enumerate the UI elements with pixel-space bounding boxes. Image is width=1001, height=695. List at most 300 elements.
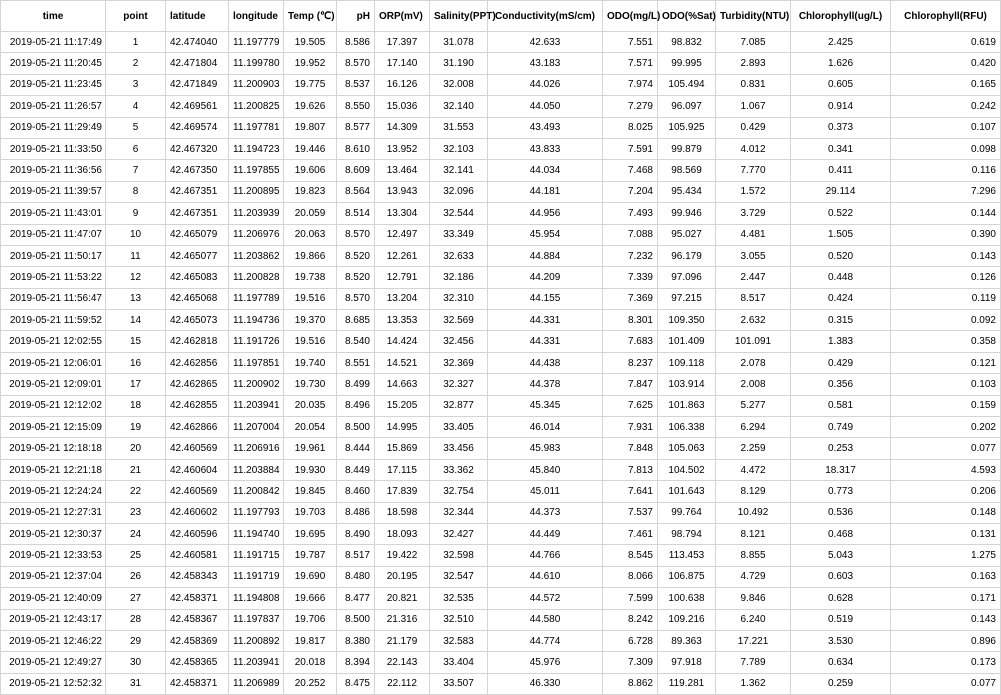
cell-odo-sat: 99.879 xyxy=(658,138,716,159)
cell-time: 2019-05-21 12:52:32 xyxy=(1,673,106,694)
cell-odo-sat: 99.995 xyxy=(658,53,716,74)
cell-salinity: 32.096 xyxy=(430,181,488,202)
cell-longitude: 11.197781 xyxy=(229,117,284,138)
cell-turbidity: 9.846 xyxy=(716,588,791,609)
header-temp: Temp (℃) xyxy=(284,1,337,32)
cell-odo-sat: 105.925 xyxy=(658,117,716,138)
cell-ph: 8.490 xyxy=(337,523,375,544)
cell-point: 4 xyxy=(106,96,166,117)
cell-turbidity: 2.632 xyxy=(716,310,791,331)
cell-odo-mgl: 7.339 xyxy=(603,267,658,288)
cell-chlorophyll-ugl: 0.634 xyxy=(791,652,891,673)
cell-temp: 19.505 xyxy=(284,32,337,53)
cell-longitude: 11.200903 xyxy=(229,74,284,95)
cell-odo-sat: 96.097 xyxy=(658,96,716,117)
cell-turbidity: 6.240 xyxy=(716,609,791,630)
cell-salinity: 33.349 xyxy=(430,224,488,245)
cell-chlorophyll-rfu: 7.296 xyxy=(891,181,1001,202)
cell-latitude: 42.465073 xyxy=(166,310,229,331)
cell-ph: 8.486 xyxy=(337,502,375,523)
cell-orp: 12.497 xyxy=(375,224,430,245)
cell-time: 2019-05-21 12:40:09 xyxy=(1,588,106,609)
header-latitude: latitude xyxy=(166,1,229,32)
cell-salinity: 32.633 xyxy=(430,245,488,266)
cell-ph: 8.520 xyxy=(337,267,375,288)
cell-salinity: 32.008 xyxy=(430,74,488,95)
cell-temp: 19.952 xyxy=(284,53,337,74)
cell-conductivity: 43.183 xyxy=(488,53,603,74)
cell-conductivity: 44.378 xyxy=(488,374,603,395)
cell-chlorophyll-ugl: 0.520 xyxy=(791,245,891,266)
cell-odo-mgl: 7.493 xyxy=(603,203,658,224)
cell-odo-sat: 101.863 xyxy=(658,395,716,416)
cell-chlorophyll-rfu: 0.171 xyxy=(891,588,1001,609)
cell-point: 9 xyxy=(106,203,166,224)
cell-chlorophyll-rfu: 0.242 xyxy=(891,96,1001,117)
cell-odo-sat: 95.027 xyxy=(658,224,716,245)
cell-chlorophyll-rfu: 4.593 xyxy=(891,459,1001,480)
cell-latitude: 42.462856 xyxy=(166,352,229,373)
cell-salinity: 32.569 xyxy=(430,310,488,331)
cell-ph: 8.500 xyxy=(337,417,375,438)
cell-salinity: 32.103 xyxy=(430,138,488,159)
table-row xyxy=(1,181,1001,202)
cell-ph: 8.500 xyxy=(337,609,375,630)
cell-longitude: 11.203939 xyxy=(229,203,284,224)
cell-time: 2019-05-21 12:15:09 xyxy=(1,417,106,438)
cell-longitude: 11.200895 xyxy=(229,181,284,202)
cell-longitude: 11.194723 xyxy=(229,138,284,159)
cell-temp: 20.054 xyxy=(284,417,337,438)
cell-latitude: 42.458367 xyxy=(166,609,229,630)
cell-temp: 20.018 xyxy=(284,652,337,673)
cell-chlorophyll-rfu: 1.275 xyxy=(891,545,1001,566)
cell-conductivity: 45.011 xyxy=(488,481,603,502)
cell-chlorophyll-ugl: 0.468 xyxy=(791,523,891,544)
header-odo-mgl: ODO(mg/L) xyxy=(603,1,658,32)
cell-conductivity: 44.610 xyxy=(488,566,603,587)
cell-orp: 15.869 xyxy=(375,438,430,459)
cell-conductivity: 44.774 xyxy=(488,630,603,651)
cell-time: 2019-05-21 12:27:31 xyxy=(1,502,106,523)
cell-orp: 17.115 xyxy=(375,459,430,480)
cell-salinity: 32.186 xyxy=(430,267,488,288)
cell-odo-mgl: 7.683 xyxy=(603,331,658,352)
header-time: time xyxy=(1,1,106,32)
cell-chlorophyll-rfu: 0.077 xyxy=(891,673,1001,694)
cell-ph: 8.517 xyxy=(337,545,375,566)
cell-point: 13 xyxy=(106,288,166,309)
cell-point: 27 xyxy=(106,588,166,609)
cell-chlorophyll-ugl: 0.605 xyxy=(791,74,891,95)
cell-temp: 19.690 xyxy=(284,566,337,587)
cell-longitude: 11.197789 xyxy=(229,288,284,309)
cell-time: 2019-05-21 11:23:45 xyxy=(1,74,106,95)
cell-longitude: 11.191726 xyxy=(229,331,284,352)
cell-longitude: 11.206976 xyxy=(229,224,284,245)
cell-latitude: 42.465079 xyxy=(166,224,229,245)
cell-point: 11 xyxy=(106,245,166,266)
cell-ph: 8.460 xyxy=(337,481,375,502)
cell-salinity: 32.456 xyxy=(430,331,488,352)
cell-ph: 8.496 xyxy=(337,395,375,416)
cell-conductivity: 44.331 xyxy=(488,331,603,352)
table-row xyxy=(1,245,1001,266)
cell-ph: 8.444 xyxy=(337,438,375,459)
cell-time: 2019-05-21 12:49:27 xyxy=(1,652,106,673)
cell-chlorophyll-rfu: 0.098 xyxy=(891,138,1001,159)
cell-latitude: 42.460569 xyxy=(166,481,229,502)
table-row xyxy=(1,310,1001,331)
cell-orp: 22.112 xyxy=(375,673,430,694)
cell-point: 5 xyxy=(106,117,166,138)
cell-odo-mgl: 7.571 xyxy=(603,53,658,74)
header-point: point xyxy=(106,1,166,32)
header-longitude: longitude xyxy=(229,1,284,32)
cell-turbidity: 2.259 xyxy=(716,438,791,459)
cell-ph: 8.394 xyxy=(337,652,375,673)
cell-orp: 17.839 xyxy=(375,481,430,502)
cell-time: 2019-05-21 12:12:02 xyxy=(1,395,106,416)
cell-conductivity: 44.050 xyxy=(488,96,603,117)
cell-temp: 19.817 xyxy=(284,630,337,651)
cell-odo-mgl: 7.088 xyxy=(603,224,658,245)
cell-ph: 8.499 xyxy=(337,374,375,395)
cell-ph: 8.475 xyxy=(337,673,375,694)
cell-chlorophyll-rfu: 0.165 xyxy=(891,74,1001,95)
cell-latitude: 42.471849 xyxy=(166,74,229,95)
cell-latitude: 42.469561 xyxy=(166,96,229,117)
cell-salinity: 31.553 xyxy=(430,117,488,138)
cell-conductivity: 46.330 xyxy=(488,673,603,694)
cell-turbidity: 0.429 xyxy=(716,117,791,138)
cell-latitude: 42.460604 xyxy=(166,459,229,480)
cell-odo-mgl: 7.279 xyxy=(603,96,658,117)
table-row xyxy=(1,523,1001,544)
cell-conductivity: 44.331 xyxy=(488,310,603,331)
cell-chlorophyll-ugl: 0.448 xyxy=(791,267,891,288)
cell-conductivity: 44.884 xyxy=(488,245,603,266)
cell-salinity: 31.190 xyxy=(430,53,488,74)
cell-chlorophyll-rfu: 0.103 xyxy=(891,374,1001,395)
cell-temp: 19.866 xyxy=(284,245,337,266)
cell-point: 23 xyxy=(106,502,166,523)
table-row xyxy=(1,352,1001,373)
table-row xyxy=(1,203,1001,224)
cell-latitude: 42.460602 xyxy=(166,502,229,523)
table-row xyxy=(1,459,1001,480)
cell-orp: 13.464 xyxy=(375,160,430,181)
table-row xyxy=(1,588,1001,609)
cell-chlorophyll-ugl: 1.383 xyxy=(791,331,891,352)
cell-time: 2019-05-21 11:36:56 xyxy=(1,160,106,181)
table-row xyxy=(1,117,1001,138)
cell-orp: 14.424 xyxy=(375,331,430,352)
cell-time: 2019-05-21 11:47:07 xyxy=(1,224,106,245)
cell-chlorophyll-ugl: 0.749 xyxy=(791,417,891,438)
cell-point: 25 xyxy=(106,545,166,566)
cell-temp: 19.807 xyxy=(284,117,337,138)
cell-odo-mgl: 7.551 xyxy=(603,32,658,53)
cell-temp: 19.730 xyxy=(284,374,337,395)
cell-salinity: 33.404 xyxy=(430,652,488,673)
cell-temp: 20.063 xyxy=(284,224,337,245)
cell-chlorophyll-rfu: 0.148 xyxy=(891,502,1001,523)
header-turbidity: Turbidity(NTU) xyxy=(716,1,791,32)
cell-odo-sat: 103.914 xyxy=(658,374,716,395)
cell-turbidity: 2.078 xyxy=(716,352,791,373)
cell-time: 2019-05-21 11:17:49 xyxy=(1,32,106,53)
cell-orp: 22.143 xyxy=(375,652,430,673)
cell-conductivity: 43.833 xyxy=(488,138,603,159)
cell-conductivity: 43.493 xyxy=(488,117,603,138)
cell-odo-sat: 96.179 xyxy=(658,245,716,266)
cell-odo-sat: 109.118 xyxy=(658,352,716,373)
cell-odo-mgl: 7.591 xyxy=(603,138,658,159)
cell-conductivity: 44.766 xyxy=(488,545,603,566)
cell-chlorophyll-ugl: 0.773 xyxy=(791,481,891,502)
cell-odo-sat: 106.338 xyxy=(658,417,716,438)
cell-temp: 19.740 xyxy=(284,352,337,373)
cell-odo-mgl: 7.813 xyxy=(603,459,658,480)
cell-longitude: 11.191719 xyxy=(229,566,284,587)
cell-chlorophyll-rfu: 0.420 xyxy=(891,53,1001,74)
cell-time: 2019-05-21 11:39:57 xyxy=(1,181,106,202)
cell-longitude: 11.200842 xyxy=(229,481,284,502)
cell-temp: 19.775 xyxy=(284,74,337,95)
cell-latitude: 42.460581 xyxy=(166,545,229,566)
cell-conductivity: 44.956 xyxy=(488,203,603,224)
header-orp: ORP(mV) xyxy=(375,1,430,32)
cell-odo-mgl: 7.204 xyxy=(603,181,658,202)
cell-orp: 14.995 xyxy=(375,417,430,438)
cell-point: 3 xyxy=(106,74,166,95)
cell-point: 7 xyxy=(106,160,166,181)
header-row xyxy=(1,1,1001,32)
cell-turbidity: 7.789 xyxy=(716,652,791,673)
cell-odo-mgl: 7.848 xyxy=(603,438,658,459)
cell-longitude: 11.200902 xyxy=(229,374,284,395)
cell-odo-sat: 98.794 xyxy=(658,523,716,544)
cell-turbidity: 8.121 xyxy=(716,523,791,544)
cell-longitude: 11.197851 xyxy=(229,352,284,373)
cell-odo-mgl: 7.309 xyxy=(603,652,658,673)
cell-chlorophyll-ugl: 0.628 xyxy=(791,588,891,609)
cell-longitude: 11.194808 xyxy=(229,588,284,609)
table-row xyxy=(1,438,1001,459)
cell-odo-sat: 105.494 xyxy=(658,74,716,95)
cell-point: 12 xyxy=(106,267,166,288)
cell-orp: 13.304 xyxy=(375,203,430,224)
cell-point: 1 xyxy=(106,32,166,53)
cell-chlorophyll-rfu: 0.107 xyxy=(891,117,1001,138)
cell-turbidity: 7.770 xyxy=(716,160,791,181)
cell-orp: 13.952 xyxy=(375,138,430,159)
cell-turbidity: 8.855 xyxy=(716,545,791,566)
cell-chlorophyll-ugl: 1.505 xyxy=(791,224,891,245)
cell-chlorophyll-ugl: 2.425 xyxy=(791,32,891,53)
cell-turbidity: 1.067 xyxy=(716,96,791,117)
cell-point: 15 xyxy=(106,331,166,352)
cell-latitude: 42.465077 xyxy=(166,245,229,266)
cell-conductivity: 44.572 xyxy=(488,588,603,609)
cell-conductivity: 44.034 xyxy=(488,160,603,181)
cell-chlorophyll-ugl: 0.253 xyxy=(791,438,891,459)
cell-conductivity: 42.633 xyxy=(488,32,603,53)
cell-salinity: 33.507 xyxy=(430,673,488,694)
cell-time: 2019-05-21 11:59:52 xyxy=(1,310,106,331)
cell-point: 29 xyxy=(106,630,166,651)
cell-ph: 8.514 xyxy=(337,203,375,224)
cell-odo-mgl: 8.066 xyxy=(603,566,658,587)
table-body xyxy=(1,32,1001,695)
cell-temp: 19.703 xyxy=(284,502,337,523)
cell-time: 2019-05-21 12:46:22 xyxy=(1,630,106,651)
cell-chlorophyll-ugl: 0.581 xyxy=(791,395,891,416)
cell-orp: 15.205 xyxy=(375,395,430,416)
table-row xyxy=(1,502,1001,523)
cell-point: 22 xyxy=(106,481,166,502)
cell-salinity: 32.344 xyxy=(430,502,488,523)
cell-chlorophyll-rfu: 0.077 xyxy=(891,438,1001,459)
cell-ph: 8.380 xyxy=(337,630,375,651)
cell-ph: 8.610 xyxy=(337,138,375,159)
cell-point: 31 xyxy=(106,673,166,694)
cell-chlorophyll-ugl: 0.429 xyxy=(791,352,891,373)
cell-odo-sat: 101.409 xyxy=(658,331,716,352)
cell-odo-mgl: 7.537 xyxy=(603,502,658,523)
cell-chlorophyll-rfu: 0.119 xyxy=(891,288,1001,309)
table-row xyxy=(1,630,1001,651)
cell-ph: 8.685 xyxy=(337,310,375,331)
cell-odo-sat: 106.875 xyxy=(658,566,716,587)
cell-ph: 8.449 xyxy=(337,459,375,480)
cell-chlorophyll-rfu: 0.206 xyxy=(891,481,1001,502)
cell-turbidity: 17.221 xyxy=(716,630,791,651)
cell-chlorophyll-ugl: 1.626 xyxy=(791,53,891,74)
cell-latitude: 42.462855 xyxy=(166,395,229,416)
cell-latitude: 42.462818 xyxy=(166,331,229,352)
cell-latitude: 42.471804 xyxy=(166,53,229,74)
cell-chlorophyll-ugl: 29.114 xyxy=(791,181,891,202)
cell-chlorophyll-ugl: 0.259 xyxy=(791,673,891,694)
cell-longitude: 11.207004 xyxy=(229,417,284,438)
cell-orp: 17.140 xyxy=(375,53,430,74)
table-row xyxy=(1,566,1001,587)
cell-chlorophyll-rfu: 0.390 xyxy=(891,224,1001,245)
cell-orp: 21.179 xyxy=(375,630,430,651)
cell-ph: 8.477 xyxy=(337,588,375,609)
cell-ph: 8.564 xyxy=(337,181,375,202)
cell-latitude: 42.467350 xyxy=(166,160,229,181)
cell-odo-sat: 98.569 xyxy=(658,160,716,181)
cell-odo-mgl: 7.461 xyxy=(603,523,658,544)
cell-latitude: 42.467351 xyxy=(166,203,229,224)
cell-temp: 19.706 xyxy=(284,609,337,630)
cell-latitude: 42.465068 xyxy=(166,288,229,309)
cell-salinity: 32.598 xyxy=(430,545,488,566)
cell-latitude: 42.462866 xyxy=(166,417,229,438)
cell-odo-mgl: 7.468 xyxy=(603,160,658,181)
cell-orp: 20.821 xyxy=(375,588,430,609)
cell-longitude: 11.199780 xyxy=(229,53,284,74)
cell-chlorophyll-ugl: 0.356 xyxy=(791,374,891,395)
cell-time: 2019-05-21 11:56:47 xyxy=(1,288,106,309)
cell-chlorophyll-rfu: 0.159 xyxy=(891,395,1001,416)
cell-salinity: 32.140 xyxy=(430,96,488,117)
cell-turbidity: 8.129 xyxy=(716,481,791,502)
cell-turbidity: 4.729 xyxy=(716,566,791,587)
cell-temp: 19.738 xyxy=(284,267,337,288)
cell-odo-mgl: 8.025 xyxy=(603,117,658,138)
cell-orp: 13.943 xyxy=(375,181,430,202)
cell-odo-mgl: 7.847 xyxy=(603,374,658,395)
cell-conductivity: 44.181 xyxy=(488,181,603,202)
cell-longitude: 11.191715 xyxy=(229,545,284,566)
cell-salinity: 31.078 xyxy=(430,32,488,53)
cell-ph: 8.551 xyxy=(337,352,375,373)
cell-point: 26 xyxy=(106,566,166,587)
cell-chlorophyll-ugl: 3.530 xyxy=(791,630,891,651)
cell-orp: 19.422 xyxy=(375,545,430,566)
cell-odo-mgl: 8.242 xyxy=(603,609,658,630)
cell-odo-sat: 97.215 xyxy=(658,288,716,309)
cell-orp: 21.316 xyxy=(375,609,430,630)
cell-longitude: 11.194736 xyxy=(229,310,284,331)
cell-conductivity: 45.840 xyxy=(488,459,603,480)
cell-latitude: 42.460596 xyxy=(166,523,229,544)
cell-salinity: 32.547 xyxy=(430,566,488,587)
cell-time: 2019-05-21 12:43:17 xyxy=(1,609,106,630)
cell-salinity: 32.535 xyxy=(430,588,488,609)
cell-latitude: 42.458369 xyxy=(166,630,229,651)
cell-time: 2019-05-21 11:20:45 xyxy=(1,53,106,74)
cell-conductivity: 46.014 xyxy=(488,417,603,438)
cell-odo-sat: 104.502 xyxy=(658,459,716,480)
cell-odo-mgl: 7.232 xyxy=(603,245,658,266)
cell-temp: 19.446 xyxy=(284,138,337,159)
cell-orp: 17.397 xyxy=(375,32,430,53)
cell-odo-sat: 97.096 xyxy=(658,267,716,288)
cell-time: 2019-05-21 12:06:01 xyxy=(1,352,106,373)
cell-odo-sat: 95.434 xyxy=(658,181,716,202)
cell-conductivity: 45.954 xyxy=(488,224,603,245)
cell-latitude: 42.474040 xyxy=(166,32,229,53)
cell-longitude: 11.203884 xyxy=(229,459,284,480)
cell-time: 2019-05-21 11:26:57 xyxy=(1,96,106,117)
cell-odo-sat: 113.453 xyxy=(658,545,716,566)
cell-chlorophyll-ugl: 0.341 xyxy=(791,138,891,159)
cell-temp: 19.961 xyxy=(284,438,337,459)
cell-conductivity: 45.345 xyxy=(488,395,603,416)
cell-ph: 8.577 xyxy=(337,117,375,138)
cell-longitude: 11.200825 xyxy=(229,96,284,117)
table-row xyxy=(1,417,1001,438)
cell-chlorophyll-rfu: 0.143 xyxy=(891,609,1001,630)
cell-turbidity: 10.492 xyxy=(716,502,791,523)
cell-chlorophyll-rfu: 0.896 xyxy=(891,630,1001,651)
header-chlorophyll-ugl: Chlorophyll(ug/L) xyxy=(791,1,891,32)
cell-salinity: 33.456 xyxy=(430,438,488,459)
cell-odo-sat: 101.643 xyxy=(658,481,716,502)
cell-chlorophyll-ugl: 0.536 xyxy=(791,502,891,523)
cell-point: 21 xyxy=(106,459,166,480)
cell-chlorophyll-ugl: 0.522 xyxy=(791,203,891,224)
cell-salinity: 32.544 xyxy=(430,203,488,224)
cell-temp: 19.845 xyxy=(284,481,337,502)
cell-time: 2019-05-21 12:02:55 xyxy=(1,331,106,352)
cell-salinity: 32.877 xyxy=(430,395,488,416)
